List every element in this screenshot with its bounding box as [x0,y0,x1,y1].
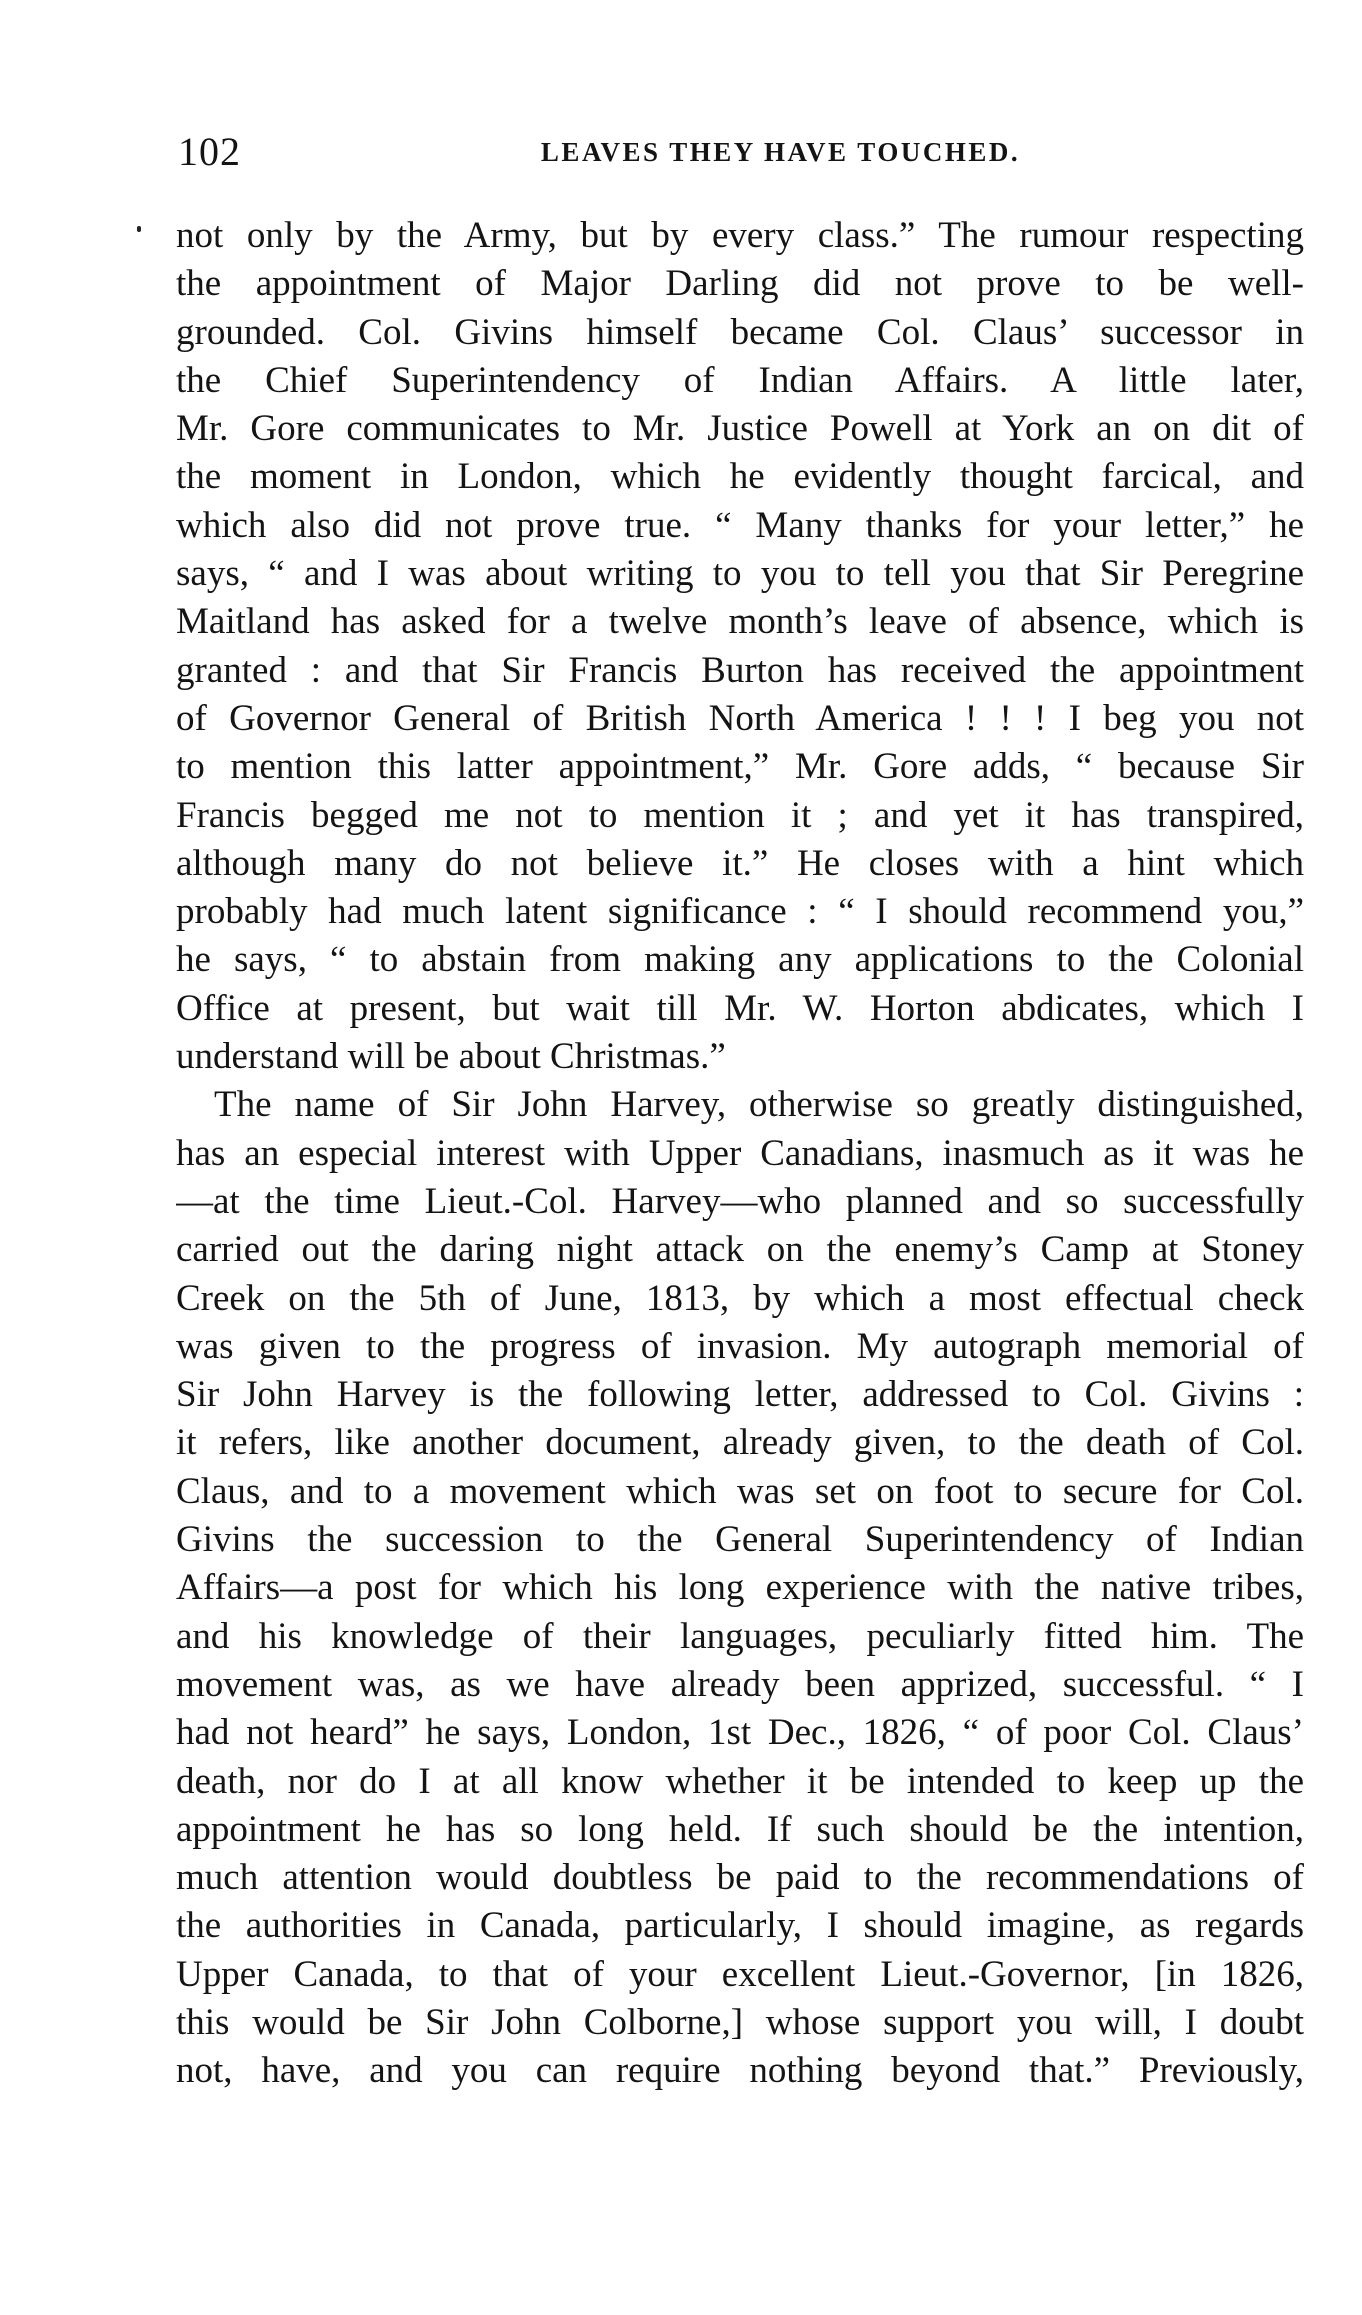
text-line: to mention this latter appointment,” Mr. Gore adds, “ because Sir [176,746,1304,788]
text-line: this would be Sir John Colborne,] whose support you will, I doubt [176,2001,1304,2043]
text-line: although many do not believe it.” He closes with a hint which [176,842,1304,884]
running-head [178,128,1303,176]
text-line: much attention would doubtless be paid to the recommendations of [176,1857,1304,1899]
text-line: it refers, like another document, already given, to the death of Col. [176,1422,1304,1464]
text-line: movement was, as we have already been apprized, successful. “ I [176,1663,1304,1705]
stray-ink-mark [137,226,141,232]
text-line: Upper Canada, to that of your excellent Lieut.-Governor, [in 1826, [176,1953,1304,1995]
running-title: LEAVES THEY HAVE TOUCHED. [540,137,1021,167]
text-line: has an especial interest with Upper Canadians, inasmuch as it was he [176,1132,1304,1174]
text-line: which also did not prove true. “ Many thanks for your letter,” he [176,504,1304,546]
text-line: and his knowledge of their languages, peculiarly fitted him. The [176,1615,1304,1657]
text-line: had not heard” he says, London, 1st Dec., 1826, “ of poor Col. Claus’ [176,1712,1304,1754]
text-line: the Chief Superintendency of Indian Affairs. A little later, [176,359,1304,401]
text-line: the moment in London, which he evidently thought farcical, and [176,456,1304,498]
page-number: 102 [178,129,241,174]
text-line: of Governor General of British North America ! ! ! I beg you not [176,697,1304,739]
text-line: Claus, and to a movement which was set on foot to secure for Col. [176,1470,1304,1512]
text-line: death, nor do I at all know whether it be intended to keep up the [176,1760,1304,1802]
text-line: Creek on the 5th of June, 1813, by which a most effectual check [176,1277,1304,1319]
text-line: Maitland has asked for a twelve month’s leave of absence, which is [176,601,1304,643]
text-line: not, have, and you can require nothing beyond that.” Previously, [176,2050,1304,2092]
text-line: Givins the succession to the General Superintendency of Indian [176,1519,1304,1561]
text-line: was given to the progress of invasion. My autograph memorial of [176,1325,1304,1367]
text-line: Mr. Gore communicates to Mr. Justice Powell at York an on dit of [176,408,1304,450]
text-line: granted : and that Sir Francis Burton has received the appointment [176,649,1304,691]
text-line: carried out the daring night attack on the enemy’s Camp at Stoney [176,1229,1304,1271]
paragraph-end-line: understand will be about Christmas.” [176,1036,726,1078]
text-line: he says, “ to abstain from making any applications to the Colonial [176,939,1304,981]
text-line: grounded. Col. Givins himself became Col. Claus’ successor in [176,311,1304,353]
text-line: the appointment of Major Darling did not prove to be well- [176,263,1304,305]
text-line: not only by the Army, but by every class.” The rumour respecting [176,215,1304,256]
body-text [176,212,1304,2212]
paragraph-start-line: The name of Sir John Harvey, otherwise so greatly distinguished, [214,1084,1304,1126]
text-line: appointment he has so long held. If such should be the intention, [176,1808,1304,1850]
text-line: Affairs—a post for which his long experience with the native tribes, [176,1567,1304,1609]
text-line: probably had much latent significance : “ I should recommend you,” [176,891,1304,933]
text-line: Office at present, but wait till Mr. W. Horton abdicates, which I [176,987,1304,1029]
text-line: the authorities in Canada, particularly, I should imagine, as regards [176,1905,1304,1947]
text-line: Sir John Harvey is the following letter, addressed to Col. Givins : [176,1374,1304,1416]
text-line: Francis begged me not to mention it ; and yet it has transpired, [176,794,1304,836]
text-line: —at the time Lieut.-Col. Harvey—who planned and so successfully [176,1180,1304,1222]
text-line: says, “ and I was about writing to you to tell you that Sir Peregrine [176,553,1304,595]
